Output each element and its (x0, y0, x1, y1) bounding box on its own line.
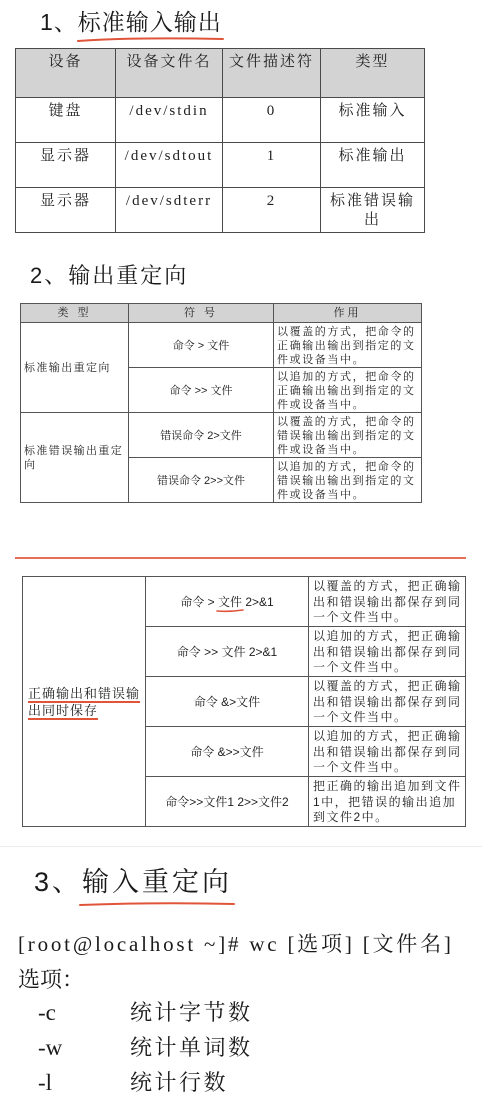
command-syntax: [root@localhost ~]# wc [选项] [文件名] (18, 932, 454, 956)
options-label: 选项： (18, 967, 85, 992)
redirect-type-cell: 标准错误输出重定向 (21, 413, 129, 503)
title-underline-annotation (76, 35, 226, 44)
table-row (16, 98, 425, 143)
device-file-cell: /dev/stdin (116, 98, 223, 143)
symbol-cell: 命令 >> 文件 2>&1 (146, 627, 309, 677)
page-divider-line (0, 846, 482, 847)
symbol-cell: 命令 &>>文件 (146, 727, 309, 777)
symbol-cell: 命令 > 文件 2>&1 (146, 577, 309, 627)
redirect-type-cell (23, 577, 146, 827)
device-cell: 显示器 (16, 143, 116, 188)
options-list (38, 995, 253, 1100)
option-item (38, 1030, 253, 1065)
file-descriptor-cell: 1 (223, 143, 321, 188)
description-cell: 以追加的方式，把正确输出和错误输出都保存到同一个文件当中。 (309, 727, 466, 777)
standard-io-table (15, 48, 425, 233)
file-descriptor-cell: 0 (223, 98, 321, 143)
type-cell: 标准错误输出 (321, 188, 425, 233)
description-cell: 以追加的方式，把命令的错误输出输出到指定的文件或设备当中。 (274, 458, 422, 503)
device-cell: 键盘 (16, 98, 116, 143)
column-header-device-file: 设备文件名 (116, 49, 223, 98)
section-1-title: 1、标准输入输出 (40, 9, 222, 35)
option-flag: -w (38, 1035, 63, 1060)
table-row (23, 577, 466, 627)
option-description: 统计行数 (130, 1070, 229, 1095)
type-cell: 标准输入 (321, 98, 425, 143)
symbol-cell: 命令 >> 文件 (129, 368, 274, 413)
column-header-device: 设备 (16, 49, 116, 98)
symbol-cell: 命令 &>文件 (146, 677, 309, 727)
redirect-type-cell: 标准输出重定向 (21, 323, 129, 413)
device-cell: 显示器 (16, 188, 116, 233)
type-cell: 标准输出 (321, 143, 425, 188)
table-row (16, 188, 425, 233)
description-cell: 以覆盖的方式，把命令的正确输出输出到指定的文件或设备当中。 (274, 323, 422, 368)
section-3-title: 3、输入重定向 (34, 867, 233, 897)
table-row (16, 143, 425, 188)
file-descriptor-cell: 2 (223, 188, 321, 233)
table-header-row (21, 304, 422, 323)
description-cell: 以覆盖的方式，把命令的错误输出输出到指定的文件或设备当中。 (274, 413, 422, 458)
section-2-title: 2、输出重定向 (30, 263, 189, 288)
option-flag: -c (38, 1000, 56, 1025)
option-description: 统计单词数 (130, 1035, 253, 1060)
red-divider-line (15, 557, 466, 559)
option-item (38, 995, 253, 1030)
option-description: 统计字节数 (130, 1000, 253, 1025)
symbol-cell: 错误命令 2>>文件 (129, 458, 274, 503)
title-underline-annotation (78, 899, 238, 909)
redirect-type-label: 正确输出和错误输出同时保存 (28, 685, 141, 718)
device-file-cell: /dev/sdterr (116, 188, 223, 233)
option-flag: -l (38, 1070, 53, 1095)
description-cell: 以追加的方式，把命令的正确输出输出到指定的文件或设备当中。 (274, 368, 422, 413)
column-header-symbol: 符 号 (129, 304, 274, 323)
symbol-cell: 命令 > 文件 (129, 323, 274, 368)
output-redirect-table (20, 303, 422, 503)
option-item (38, 1065, 253, 1100)
column-header-file-descriptor: 文件描述符 (223, 49, 321, 98)
description-cell: 以追加的方式，把正确输出和错误输出都保存到同一个文件当中。 (309, 627, 466, 677)
description-cell: 以覆盖的方式，把正确输出和错误输出都保存到同一个文件当中。 (309, 577, 466, 627)
table-row (21, 413, 422, 458)
table-row (21, 323, 422, 368)
red-underline-mark (215, 608, 245, 614)
description-cell: 把正确的输出追加到文件1中，把错误的输出追加到文件2中。 (309, 777, 466, 827)
column-header-function: 作用 (274, 304, 422, 323)
device-file-cell: /dev/sdtout (116, 143, 223, 188)
column-header-type: 类型 (321, 49, 425, 98)
table-header-row (16, 49, 425, 98)
column-header-type: 类 型 (21, 304, 129, 323)
description-cell: 以覆盖的方式，把正确输出和错误输出都保存到同一个文件当中。 (309, 677, 466, 727)
symbol-cell: 命令>>文件1 2>>文件2 (146, 777, 309, 827)
symbol-cell: 错误命令 2>文件 (129, 413, 274, 458)
